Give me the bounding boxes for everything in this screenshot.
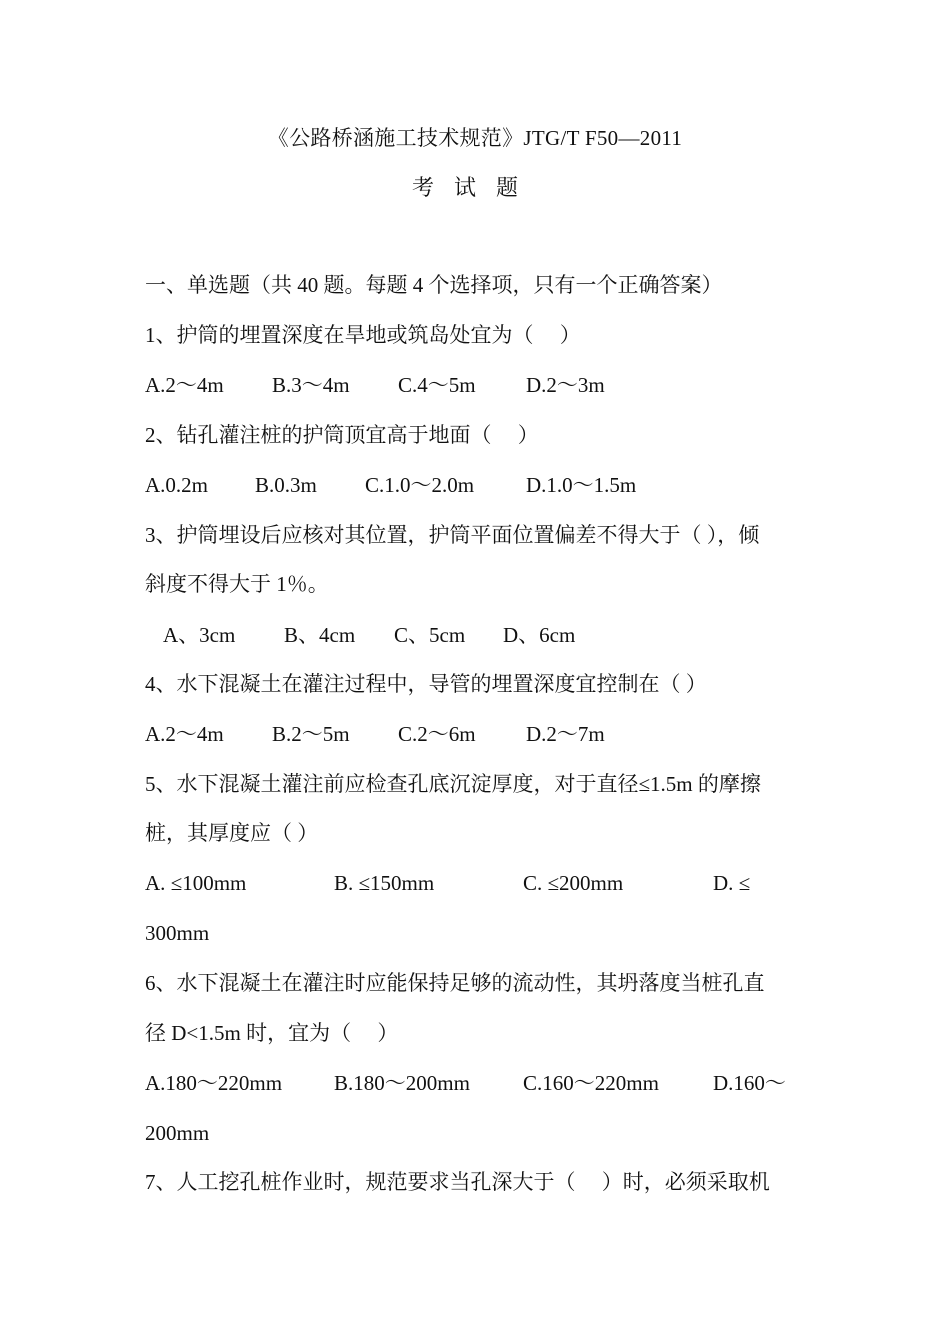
option-d: D.2～7m [526,722,605,746]
question-4: 4、水下混凝土在灌注过程中，导管的埋置深度宜控制在（ ） [145,672,707,696]
question-6-line-2: 径 D<1.5m 时，宜为（ ） [145,1021,399,1045]
option-a: A.2～4m [145,722,224,746]
option-c: C.2～6m [398,722,476,746]
option-a: A. ≤100mm [145,871,247,895]
document-subtitle: 考试题 [411,175,538,200]
question-5-line-1: 5、水下混凝土灌注前应检查孔底沉淀厚度，对于直径≤1.5m 的摩擦 [145,772,761,796]
option-b: B.180～200mm [334,1071,470,1095]
question-5-line-2: 桩，其厚度应（ ） [145,821,319,845]
option-c: C.1.0～2.0m [365,473,475,497]
option-b: B. ≤150mm [334,871,435,895]
option-c: C.4～5m [398,373,476,397]
option-d: D. ≤ [713,871,751,895]
question-2: 2、钻孔灌注桩的护筒顶宜高于地面（ ） [145,423,539,447]
option-a: A、3cm [163,623,236,647]
option-b: B.3～4m [272,373,350,397]
option-b: B.2～5m [272,722,350,746]
question-6-line-1: 6、水下混凝土在灌注时应能保持足够的流动性，其坍落度当桩孔直 [145,971,765,995]
option-d: D、6cm [503,623,576,647]
section-heading: 一、单选题（共 40 题。每题 4 个选择项，只有一个正确答案） [145,273,723,297]
option-a: A.180～220mm [145,1071,283,1095]
option-c: C、5cm [394,623,466,647]
option-d: D.2～3m [526,373,605,397]
question-6-option-d-continued: 200mm [145,1121,210,1145]
option-c: C.160～220mm [523,1071,659,1095]
option-b: B.0.3m [255,473,317,497]
question-5-option-d-continued: 300mm [145,921,210,945]
question-7: 7、人工挖孔桩作业时，规范要求当孔深大于（ ）时，必须采取机 [145,1170,770,1194]
option-d: D.160～ [713,1071,786,1095]
option-b: B、4cm [284,623,356,647]
document-title: 《公路桥涵施工技术规范》JTG/T F50—2011 [267,126,683,150]
option-d: D.1.0～1.5m [526,473,637,497]
question-1: 1、护筒的埋置深度在旱地或筑岛处宜为（ ） [145,323,581,347]
question-3-line-2: 斜度不得大于 1％。 [145,572,329,596]
option-c: C. ≤200mm [523,871,624,895]
option-a: A.2～4m [145,373,224,397]
question-3-line-1: 3、护筒埋设后应核对其位置，护筒平面位置偏差不得大于（ ），倾 [145,523,760,547]
option-a: A.0.2m [145,473,208,497]
